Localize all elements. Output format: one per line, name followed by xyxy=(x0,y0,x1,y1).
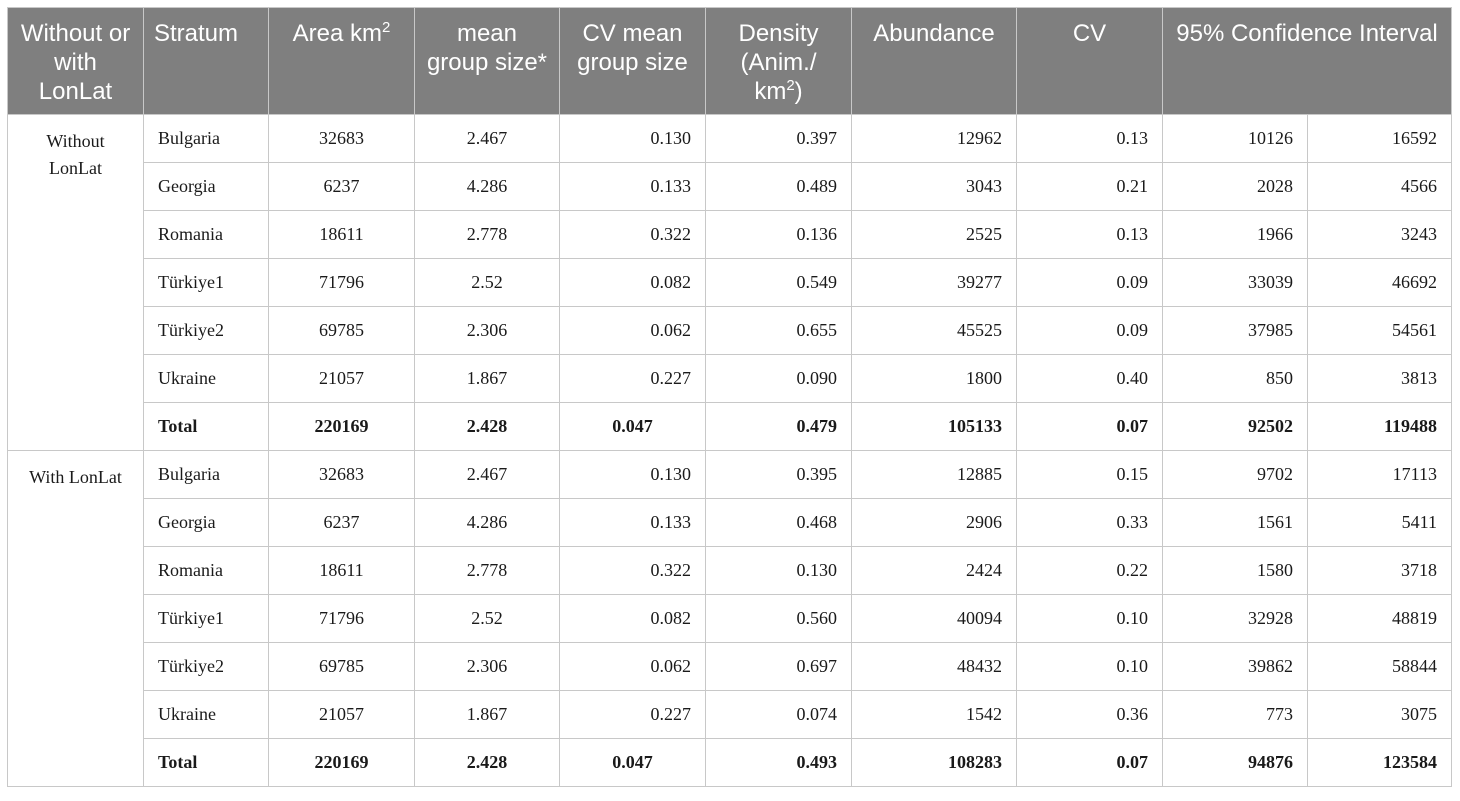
header-mean-group-size: mean group size* xyxy=(415,8,560,115)
cell-stratum: Türkiye1 xyxy=(144,595,269,643)
cell-density: 0.090 xyxy=(706,355,852,403)
cell-density: 0.697 xyxy=(706,643,852,691)
header-lonlat: Without or with LonLat xyxy=(8,8,144,115)
cell-mean-group-size: 2.467 xyxy=(415,115,560,163)
cell-stratum: Türkiye1 xyxy=(144,259,269,307)
header-stratum: Stratum xyxy=(144,8,269,115)
cell-area: 220169 xyxy=(269,739,415,787)
results-table-container xyxy=(7,7,1451,787)
group-label: With LonLat xyxy=(8,451,144,787)
cell-mean-group-size: 2.306 xyxy=(415,643,560,691)
table-row xyxy=(8,643,1452,691)
cell-mean-group-size: 2.467 xyxy=(415,451,560,499)
cell-cv-mean-group-size: 0.062 xyxy=(560,643,706,691)
cell-cv-mean-group-size: 0.227 xyxy=(560,691,706,739)
cell-density: 0.489 xyxy=(706,163,852,211)
cell-mean-group-size: 2.778 xyxy=(415,211,560,259)
header-density xyxy=(706,8,852,115)
abundance-table xyxy=(7,7,1452,787)
cell-density: 0.130 xyxy=(706,547,852,595)
cell-area: 6237 xyxy=(269,499,415,547)
cell-cv: 0.36 xyxy=(1017,691,1163,739)
cell-stratum: Romania xyxy=(144,547,269,595)
cell-cv-mean-group-size: 0.133 xyxy=(560,499,706,547)
header-density-text: Density (Anim./ km xyxy=(738,20,819,105)
cell-ci-high: 3243 xyxy=(1308,211,1452,259)
cell-ci-low: 33039 xyxy=(1163,259,1308,307)
cell-stratum: Total xyxy=(144,739,269,787)
cell-area: 71796 xyxy=(269,259,415,307)
cell-cv-mean-group-size: 0.082 xyxy=(560,595,706,643)
cell-abundance: 12962 xyxy=(852,115,1017,163)
cell-stratum: Romania xyxy=(144,211,269,259)
cell-abundance: 48432 xyxy=(852,643,1017,691)
cell-abundance: 2424 xyxy=(852,547,1017,595)
cell-ci-high: 48819 xyxy=(1308,595,1452,643)
table-row xyxy=(8,211,1452,259)
cell-abundance: 40094 xyxy=(852,595,1017,643)
table-row xyxy=(8,259,1452,307)
cell-abundance: 108283 xyxy=(852,739,1017,787)
cell-cv: 0.10 xyxy=(1017,595,1163,643)
table-row xyxy=(8,163,1452,211)
cell-ci-low: 1580 xyxy=(1163,547,1308,595)
cell-density: 0.395 xyxy=(706,451,852,499)
table-row xyxy=(8,547,1452,595)
header-abundance: Abundance xyxy=(852,8,1017,115)
cell-cv: 0.09 xyxy=(1017,307,1163,355)
cell-mean-group-size: 1.867 xyxy=(415,691,560,739)
cell-ci-low: 10126 xyxy=(1163,115,1308,163)
cell-density: 0.549 xyxy=(706,259,852,307)
group-label: Without LonLat xyxy=(8,115,144,451)
cell-area: 32683 xyxy=(269,115,415,163)
cell-ci-low: 39862 xyxy=(1163,643,1308,691)
cell-cv: 0.07 xyxy=(1017,739,1163,787)
cell-cv-mean-group-size: 0.130 xyxy=(560,115,706,163)
cell-cv: 0.07 xyxy=(1017,403,1163,451)
cell-abundance: 2906 xyxy=(852,499,1017,547)
total-row xyxy=(8,403,1452,451)
header-area-text: Area km xyxy=(292,20,382,47)
cell-ci-high: 3813 xyxy=(1308,355,1452,403)
cell-abundance: 39277 xyxy=(852,259,1017,307)
cell-cv: 0.13 xyxy=(1017,115,1163,163)
cell-mean-group-size: 2.52 xyxy=(415,259,560,307)
cell-ci-high: 3075 xyxy=(1308,691,1452,739)
header-confidence-interval: 95% Confidence Interval xyxy=(1163,8,1452,115)
cell-cv: 0.22 xyxy=(1017,547,1163,595)
cell-mean-group-size: 2.428 xyxy=(415,403,560,451)
cell-cv-mean-group-size: 0.082 xyxy=(560,259,706,307)
table-row xyxy=(8,355,1452,403)
cell-cv: 0.33 xyxy=(1017,499,1163,547)
cell-ci-high: 5411 xyxy=(1308,499,1452,547)
cell-abundance: 105133 xyxy=(852,403,1017,451)
header-row xyxy=(8,8,1452,115)
cell-stratum: Ukraine xyxy=(144,691,269,739)
cell-stratum: Türkiye2 xyxy=(144,307,269,355)
cell-density: 0.479 xyxy=(706,403,852,451)
cell-area: 18611 xyxy=(269,547,415,595)
cell-area: 18611 xyxy=(269,211,415,259)
cell-ci-low: 2028 xyxy=(1163,163,1308,211)
cell-density: 0.560 xyxy=(706,595,852,643)
cell-abundance: 1800 xyxy=(852,355,1017,403)
table-row xyxy=(8,115,1452,163)
cell-cv-mean-group-size: 0.322 xyxy=(560,547,706,595)
cell-density: 0.136 xyxy=(706,211,852,259)
cell-ci-low: 37985 xyxy=(1163,307,1308,355)
cell-abundance: 12885 xyxy=(852,451,1017,499)
cell-area: 69785 xyxy=(269,643,415,691)
cell-abundance: 3043 xyxy=(852,163,1017,211)
cell-abundance: 45525 xyxy=(852,307,1017,355)
cell-area: 6237 xyxy=(269,163,415,211)
cell-stratum: Georgia xyxy=(144,499,269,547)
cell-ci-low: 850 xyxy=(1163,355,1308,403)
cell-area: 21057 xyxy=(269,691,415,739)
cell-ci-high: 17113 xyxy=(1308,451,1452,499)
cell-density: 0.074 xyxy=(706,691,852,739)
cell-ci-low: 1966 xyxy=(1163,211,1308,259)
cell-ci-low: 9702 xyxy=(1163,451,1308,499)
cell-mean-group-size: 2.52 xyxy=(415,595,560,643)
header-density-tail: ) xyxy=(794,78,803,105)
cell-area: 220169 xyxy=(269,403,415,451)
cell-cv: 0.13 xyxy=(1017,211,1163,259)
header-area xyxy=(269,8,415,115)
cell-cv-mean-group-size: 0.062 xyxy=(560,307,706,355)
cell-ci-low: 94876 xyxy=(1163,739,1308,787)
cell-cv-mean-group-size: 0.322 xyxy=(560,211,706,259)
cell-cv-mean-group-size: 0.227 xyxy=(560,355,706,403)
header-area-sup: 2 xyxy=(382,19,391,36)
cell-mean-group-size: 2.778 xyxy=(415,547,560,595)
cell-ci-low: 92502 xyxy=(1163,403,1308,451)
cell-density: 0.493 xyxy=(706,739,852,787)
cell-cv: 0.21 xyxy=(1017,163,1163,211)
header-density-sup: 2 xyxy=(786,77,795,94)
cell-abundance: 2525 xyxy=(852,211,1017,259)
cell-mean-group-size: 1.867 xyxy=(415,355,560,403)
cell-cv: 0.40 xyxy=(1017,355,1163,403)
cell-mean-group-size: 2.428 xyxy=(415,739,560,787)
cell-abundance: 1542 xyxy=(852,691,1017,739)
cell-stratum: Bulgaria xyxy=(144,115,269,163)
cell-stratum: Bulgaria xyxy=(144,451,269,499)
total-row xyxy=(8,739,1452,787)
cell-ci-high: 54561 xyxy=(1308,307,1452,355)
table-row xyxy=(8,451,1452,499)
table-row xyxy=(8,307,1452,355)
table-row xyxy=(8,595,1452,643)
cell-stratum: Georgia xyxy=(144,163,269,211)
table-row xyxy=(8,691,1452,739)
cell-ci-low: 773 xyxy=(1163,691,1308,739)
cell-cv-mean-group-size: 0.047 xyxy=(560,403,706,451)
cell-stratum: Total xyxy=(144,403,269,451)
cell-cv-mean-group-size: 0.133 xyxy=(560,163,706,211)
cell-mean-group-size: 2.306 xyxy=(415,307,560,355)
cell-density: 0.397 xyxy=(706,115,852,163)
cell-ci-high: 4566 xyxy=(1308,163,1452,211)
cell-ci-high: 46692 xyxy=(1308,259,1452,307)
cell-ci-high: 58844 xyxy=(1308,643,1452,691)
table-body xyxy=(8,115,1452,787)
table-header xyxy=(8,8,1452,115)
cell-area: 71796 xyxy=(269,595,415,643)
cell-cv-mean-group-size: 0.130 xyxy=(560,451,706,499)
cell-ci-low: 32928 xyxy=(1163,595,1308,643)
cell-ci-low: 1561 xyxy=(1163,499,1308,547)
cell-ci-high: 119488 xyxy=(1308,403,1452,451)
cell-ci-high: 123584 xyxy=(1308,739,1452,787)
cell-mean-group-size: 4.286 xyxy=(415,499,560,547)
cell-ci-high: 16592 xyxy=(1308,115,1452,163)
cell-cv: 0.10 xyxy=(1017,643,1163,691)
cell-density: 0.655 xyxy=(706,307,852,355)
cell-area: 32683 xyxy=(269,451,415,499)
cell-mean-group-size: 4.286 xyxy=(415,163,560,211)
header-cv-mean-group-size: CV mean group size xyxy=(560,8,706,115)
cell-cv-mean-group-size: 0.047 xyxy=(560,739,706,787)
header-cv: CV xyxy=(1017,8,1163,115)
cell-area: 21057 xyxy=(269,355,415,403)
table-row xyxy=(8,499,1452,547)
cell-area: 69785 xyxy=(269,307,415,355)
cell-cv: 0.15 xyxy=(1017,451,1163,499)
cell-cv: 0.09 xyxy=(1017,259,1163,307)
cell-stratum: Ukraine xyxy=(144,355,269,403)
cell-density: 0.468 xyxy=(706,499,852,547)
cell-ci-high: 3718 xyxy=(1308,547,1452,595)
cell-stratum: Türkiye2 xyxy=(144,643,269,691)
